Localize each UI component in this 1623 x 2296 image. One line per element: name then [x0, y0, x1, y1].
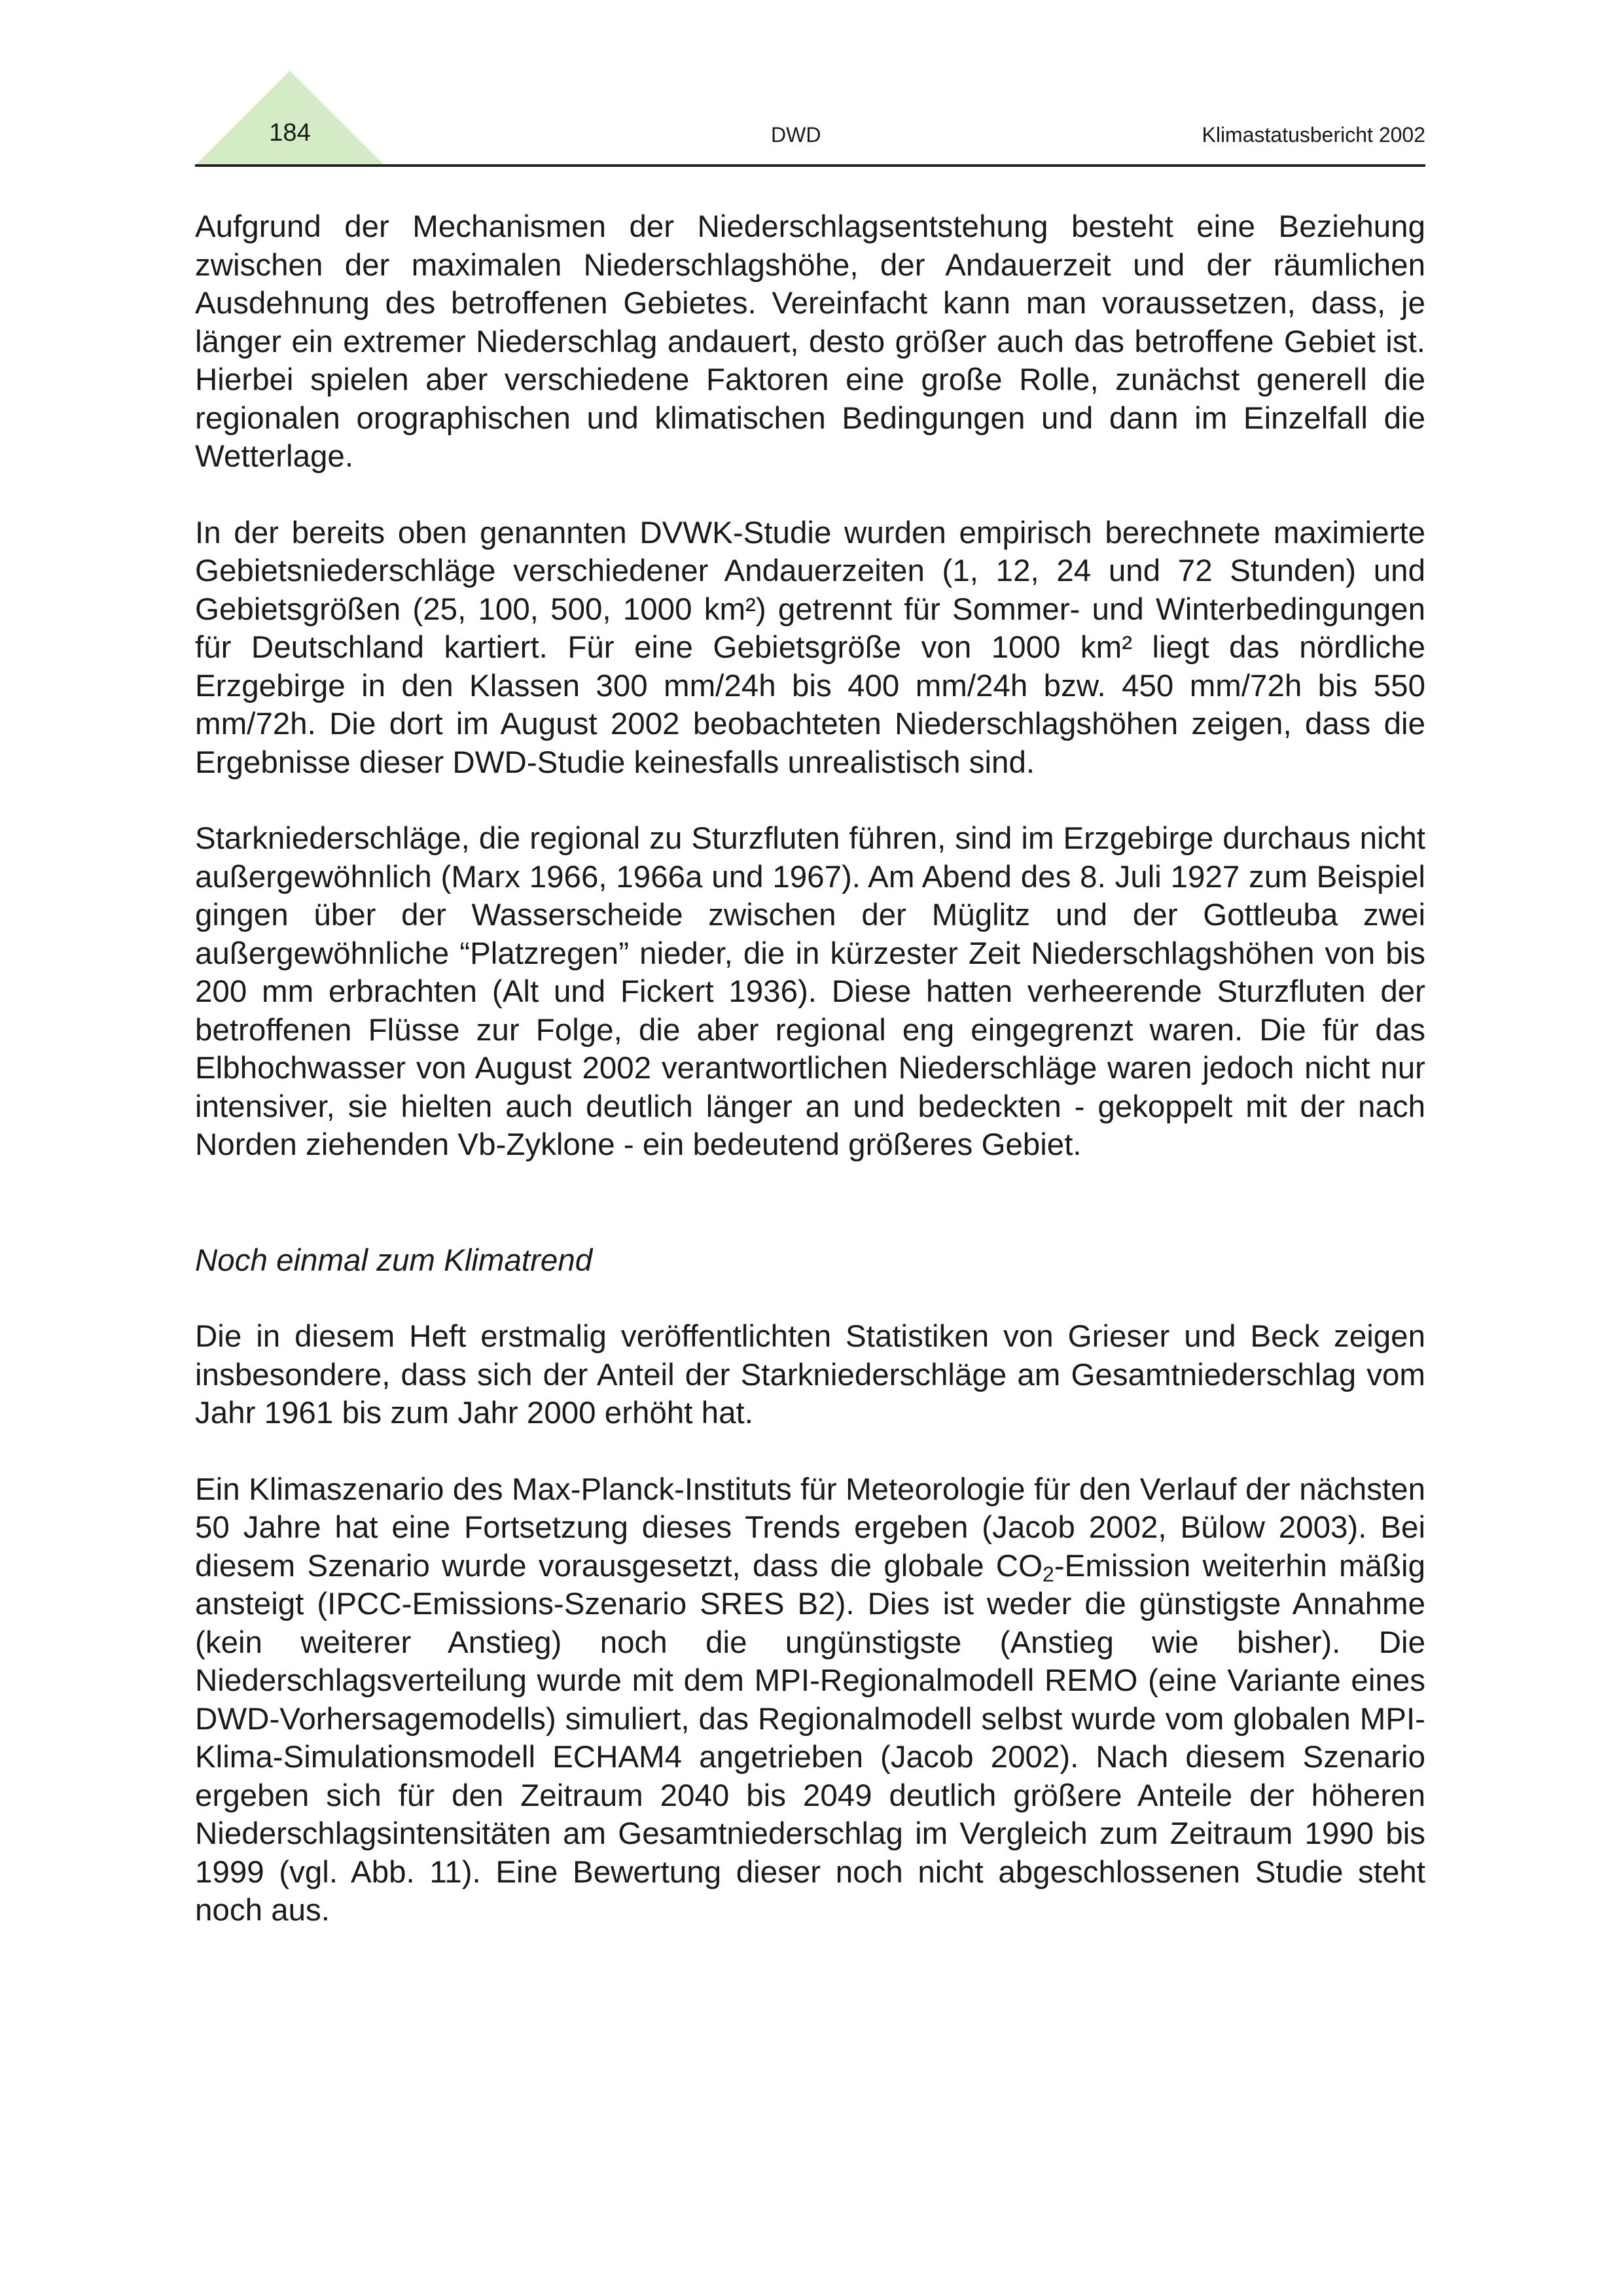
paragraph-gap	[195, 782, 1425, 820]
paragraph-4: Die in diesem Heft erstmalig veröffentlichten Statistiken von Grieser und Beck zeigen insbesondere, dass sich der Anteil der Starkniederschläge am Gesamtniederschlag vom Jahr 1961 bis zum Jahr 2000 erhöht hat.	[195, 1319, 1425, 1430]
paragraph-3: Starkniederschläge, die regional zu Sturzfluten führen, sind im Erzgebirge durchaus nicht außergewöhnlich (Marx 1966, 1966a und 1967). Am Abend des 8. Juli 1927 zum Beispiel gingen über der Wasserscheide zwischen der Müglitz und der Gottleuba zwei außergewöhnliche “Platzregen” nieder, die in kürzester Zeit Niederschlagshöhen von bis 200 mm erbrachten (Alt und Fickert 1936). Diese hatten verheerende Sturzfluten der betroffenen Flüsse zur Folge, die aber regional eng eingegrenzt waren. Die für das Elbhochwasser von August 2002 verantwortlichen Niederschläge waren jedoch nicht nur intensiver, sie hielten auch deutlich länger an und bedeckten - gekoppelt mit der nach Norden ziehenden Vb-Zyklone - ein bedeutend größeres Gebiet.	[195, 821, 1425, 1162]
body-text	[195, 208, 1425, 1930]
paragraph-1: Aufgrund der Mechanismen der Niederschlagsentstehung besteht eine Beziehung zwischen der maximalen Niederschlagshöhe, der Andauerzeit und der räumlichen Ausdehnung des betroffenen Gebietes. Vereinfacht kann man voraussetzen, dass, je länger ein extremer Niederschlag andauert, desto größer auch das betroffene Gebiet ist. Hierbei spielen aber verschiedene Faktoren eine große Rolle, zunächst generell die regionalen orographischen und klimatischen Bedingungen und dann im Einzelfall die Wetterlage.	[195, 209, 1425, 474]
header-rule	[195, 164, 1425, 167]
page-header	[195, 65, 1425, 170]
section-gap	[195, 1165, 1425, 1242]
paragraph-5	[195, 1471, 1425, 1930]
section-heading: Noch einmal zum Klimatrend	[195, 1243, 593, 1278]
header-publisher: DWD	[771, 123, 821, 147]
paragraph-5-part-2: -Emission weiterhin mäßig ansteigt (IPCC-Emissions-Szenario SRES B2). Dies ist weder die günstigste Annahme (kein weiterer Anstieg) noch die ungünstigste (Anstieg wie bisher). Die Niederschlagsverteilung wurde mit dem MPI-Regionalmodell REMO (eine Variante eines DWD-Vorhersagemodells) simuliert, das Regionalmodell selbst wurde vom globalen MPI-Klima-Simulationsmodell ECHAM4 angetrieben (Jacob 2002). Nach diesem Szenario ergeben sich für den Zeitraum 2040 bis 2049 deutlich größere Anteile der höheren Niederschlagsintensitäten am Gesamtniederschlag im Vergleich zum Zeitraum 1990 bis 1999 (vgl. Abb. 11). Eine Bewertung dieser noch nicht abgeschlossenen Studie steht noch aus.	[195, 1548, 1425, 1928]
paragraph-gap	[195, 1433, 1425, 1471]
triangle-shape	[195, 71, 385, 166]
page-number: 184	[269, 119, 311, 147]
paragraph-gap	[195, 476, 1425, 514]
paragraph-gap	[195, 1280, 1425, 1318]
co2-subscript: 2	[1043, 1562, 1054, 1586]
paragraph-2: In der bereits oben genannten DVWK-Studie wurden empirisch berechnete maximierte Gebietsniederschläge verschiedener Andauerzeiten (1, 12, 24 und 72 Stunden) und Gebietsgrößen (25, 100, 500, 1000 km²) getrennt für Sommer- und Winterbedingungen für Deutschland kartiert. Für eine Gebietsgröße von 1000 km² liegt das nördliche Erzgebirge in den Klassen 300 mm/24h bis 400 mm/24h bzw. 450 mm/72h bis 550 mm/72h. Die dort im August 2002 beobachteten Niederschlagshöhen zeigen, dass die Ergebnisse dieser DWD-Studie keinesfalls unrealistisch sind.	[195, 515, 1425, 780]
paragraph-5-part-1: Ein Klimaszenario des Max-Planck-Instituts für Meteorologie für den Verlauf der nächsten 50 Jahre hat eine Fortsetzung dieses Trends ergeben (Jacob 2002, Bülow 2003). Bei diesem Szenario wurde vorausgesetzt, dass die globale CO	[195, 1472, 1425, 1583]
header-title: Klimastatusbericht 2002	[1202, 123, 1425, 147]
page-number-triangle	[195, 65, 385, 166]
